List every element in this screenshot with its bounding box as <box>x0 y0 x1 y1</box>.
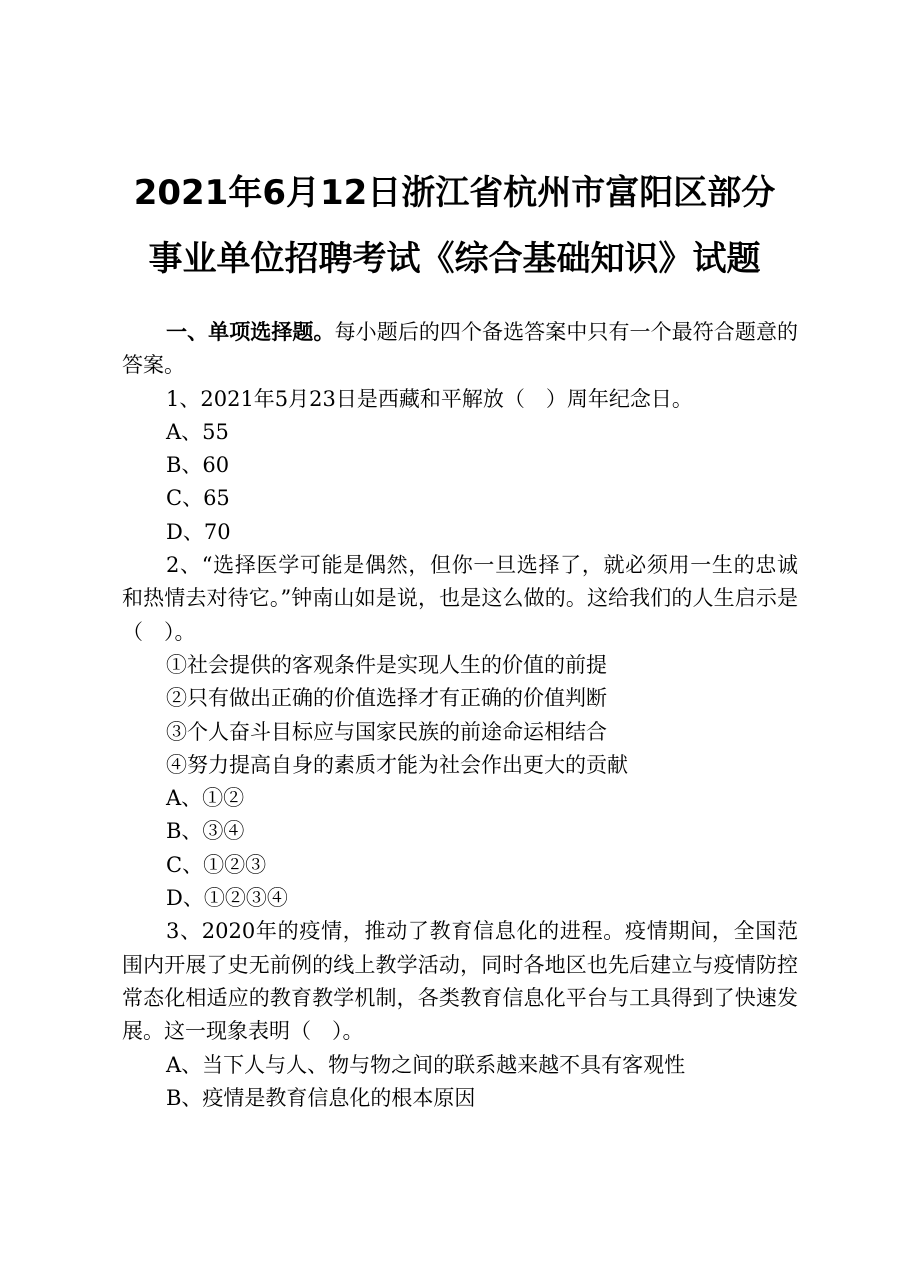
question-1-option-a: A、55 <box>166 419 229 444</box>
title-line-1: 2021年6月12日浙江省杭州市富阳区部分 <box>133 173 776 213</box>
title-line-2: 事业单位招聘考试《综合基础知识》试题 <box>148 239 761 279</box>
document-body <box>122 316 798 1115</box>
question-2-statement-2: ②只有做出正确的价值选择才有正确的价值判断 <box>166 686 607 711</box>
section-heading: 一、单项选择题。 <box>166 320 335 344</box>
question-2-stem: 2、“选择医学可能是偶然，但你一旦选择了，就必须用一生的忠诚和热情去对待它。”钟南山如是说，也是这么做的。这给我们的人生启示是（ ）。 <box>122 553 798 644</box>
question-2-statement-4: ④努力提高自身的素质才能为社会作出更大的贡献 <box>166 752 628 777</box>
question-2-option-a: A、①② <box>166 786 245 811</box>
question-2-option-b: B、③④ <box>166 819 245 844</box>
section-instruction: 每小题后的四个备选答案中只有一个最符合题意的答案。 <box>122 320 799 378</box>
question-1-option-b: B、60 <box>166 453 230 478</box>
question-1-option-d: D、70 <box>166 519 231 544</box>
section-intro <box>122 316 798 383</box>
question-2-statement-1: ①社会提供的客观条件是实现人生的价值的前提 <box>166 652 607 677</box>
question-1-option-c: C、65 <box>166 486 230 511</box>
question-3-stem: 3、2020年的疫情，推动了教育信息化的进程。疫情期间，全国范围内开展了史无前例的线上教学活动，同时各地区也先后建立与疫情防控常态化相适应的教育教学机制，各类教育信息化平台与工具得到了快速发展。这一现象表明（ ）。 <box>122 919 798 1044</box>
document-title <box>0 160 909 292</box>
question-2-statement-3: ③个人奋斗目标应与国家民族的前途命运相结合 <box>166 719 607 744</box>
question-3-option-b: B、疫情是教育信息化的根本原因 <box>166 1085 476 1110</box>
question-2-option-c: C、①②③ <box>166 852 267 877</box>
question-2-option-d: D、①②③④ <box>166 886 288 911</box>
question-1-stem: 1、2021年5月23日是西藏和平解放（ ）周年纪念日。 <box>166 386 693 411</box>
question-3-option-a: A、当下人与人、物与物之间的联系越来越不具有客观性 <box>166 1052 686 1077</box>
